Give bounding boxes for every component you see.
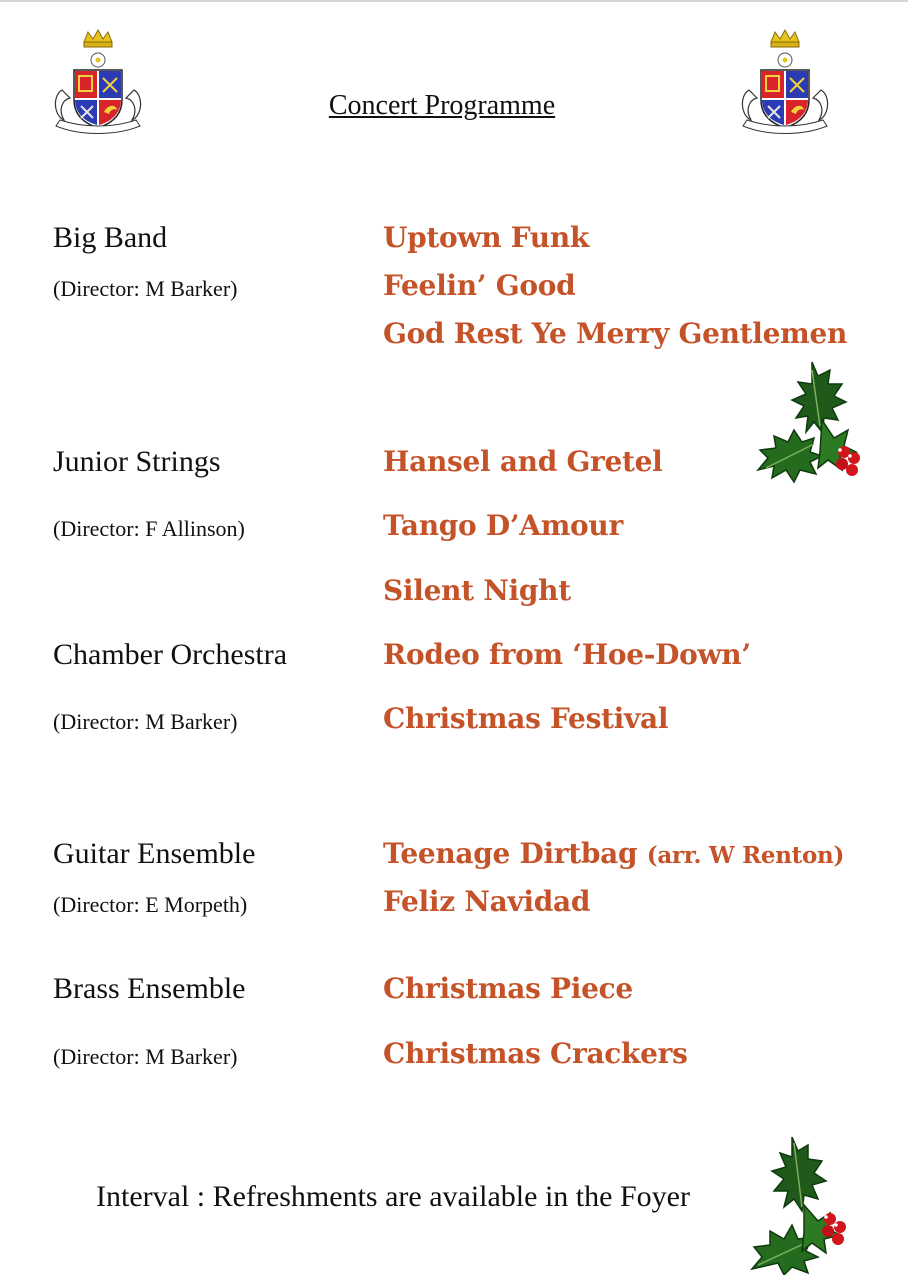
piece-title: Feelin’ Good — [383, 269, 576, 302]
piece-title: Christmas Piece — [383, 972, 633, 1005]
ensemble-director: (Director: M Barker) — [53, 709, 238, 734]
ensemble-name: Big Band — [53, 221, 168, 254]
top-border — [0, 0, 908, 2]
school-crest-icon — [737, 28, 833, 138]
piece-title: Christmas Crackers — [383, 1037, 688, 1070]
piece-title-with-arrangement — [383, 837, 844, 870]
arrangement-credit: (arr. W Renton) — [646, 842, 845, 869]
piece-title: Silent Night — [383, 574, 571, 607]
ensemble-director: (Director: M Barker) — [53, 1044, 238, 1069]
interval-note: Interval : Refreshments are available in the Foyer — [96, 1180, 690, 1213]
piece-title: Christmas Festival — [383, 702, 669, 735]
page-title: Concert Programme — [328, 90, 556, 121]
piece-title: Uptown Funk — [383, 221, 590, 254]
piece-title: Teenage Dirtbag — [383, 837, 638, 870]
holly-icon — [752, 360, 870, 495]
ensemble-director: (Director: F Allinson) — [53, 516, 245, 541]
ensemble-director: (Director: E Morpeth) — [53, 892, 248, 917]
piece-title: Feliz Navidad — [383, 885, 591, 918]
ensemble-director: (Director: M Barker) — [53, 276, 238, 301]
ensemble-name: Chamber Orchestra — [53, 638, 288, 671]
piece-title: God Rest Ye Merry Gentlemen — [383, 317, 848, 350]
ensemble-name: Junior Strings — [53, 445, 221, 478]
holly-icon — [748, 1135, 858, 1275]
ensemble-name: Guitar Ensemble — [53, 837, 256, 870]
piece-title: Hansel and Gretel — [383, 445, 663, 478]
piece-title: Tango D’Amour — [383, 509, 623, 542]
piece-title: Rodeo from ‘Hoe-Down’ — [383, 638, 751, 671]
ensemble-name: Brass Ensemble — [53, 972, 246, 1005]
